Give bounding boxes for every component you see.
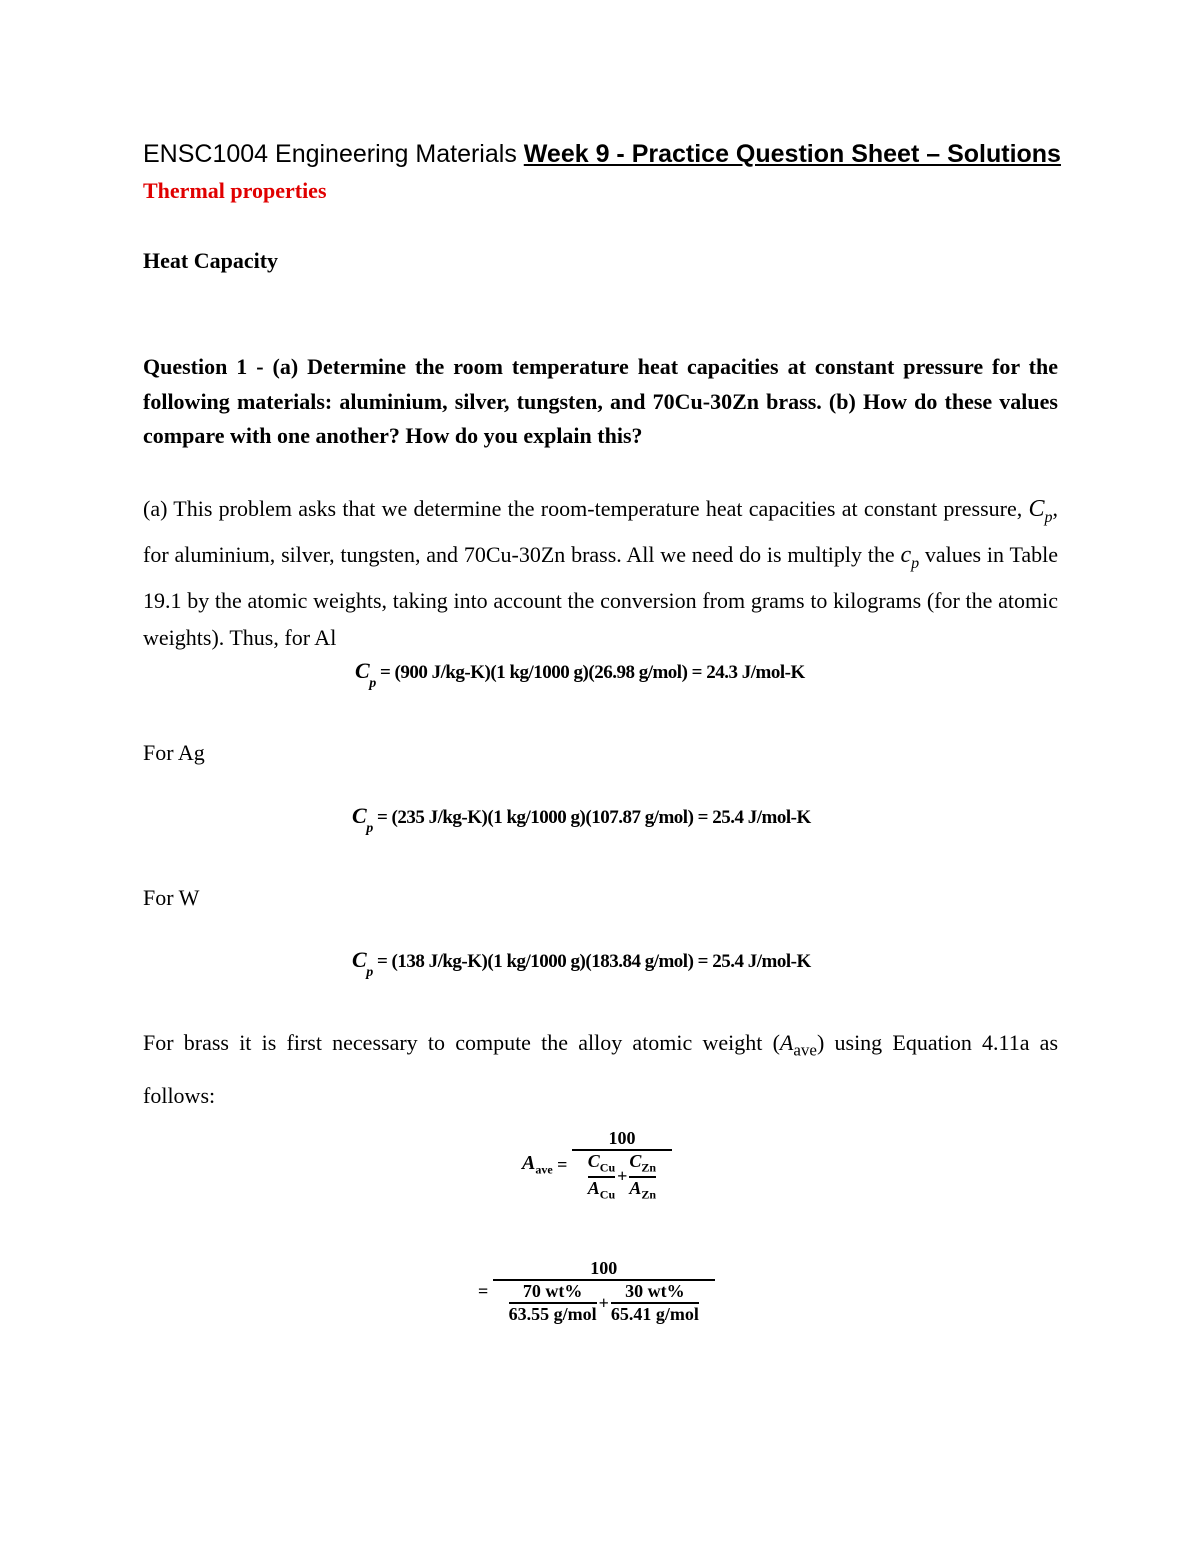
fraction-main: 100 $\frac{C_{Cu}}{A_{Cu}}$ + $\frac{C_{Zn}}{A_{Zn}}$ [572,1128,672,1202]
symbol-cp-lower: $c_p$ [900,541,920,572]
equation-w: $C_p = (138$ J/kg-K)(1 kg/1000 g)(183.84 g/mol) = 25.4 J/mol-K [352,947,811,981]
fraction-substituted: 100 $\frac{70 wt\%}{\text{63.55 g/mol}}$ + $\frac{30 wt\%}{\text{65.41 g/mol}}$ [493,1258,715,1325]
formula-average-atomic-weight: $A_{ave}$ = 100 $\frac{C_{Cu}}{A_{Cu}}$ + $\frac{C_{Zn}}{A_{Zn}}$ [522,1128,672,1202]
section-title: Heat Capacity [143,248,279,273]
symbol-cp: $C_p$ [1028,496,1053,526]
label-w: For W [143,885,200,910]
course-name: ENSC1004 Engineering Materials [143,140,524,168]
document-header [143,140,1061,169]
question-1: Question 1 - (a) Determine the room temperature heat capacities at constant pressure for the following materials: aluminium, silver, tungsten, and 70Cu-30Zn brass. (b) How do these values compare with one another? How do you explain this? [143,354,1058,448]
equation-al: $C_p = (900$ J/kg-K)(1 kg/1000 g)(26.98 g/mol) = 24.3 J/mol-K [355,658,805,692]
equation-ag: $C_p = (235$ J/kg-K)(1 kg/1000 g)(107.87 g/mol) = 25.4 J/mol-K [352,803,811,837]
formula-substituted: = 100 $\frac{70 wt\%}{\text{63.55 g/mol}}$ + $\frac{30 wt\%}{\text{65.41 g/mol}}$ [478,1258,715,1325]
sheet-title: Week 9 - Practice Question Sheet – Solutions [523,140,1061,168]
brass-paragraph: For brass it is first necessary to compute the alloy atomic weight $(A_{ave})$ using Equation 4.11a as follows: [143,1030,1059,1109]
label-ag: For Ag [143,740,205,765]
answer-part-a: (a) This problem asks that we determine the room-temperature heat capacities at constant pressure, $C_p$, for aluminium, silver, tungsten, and 70Cu-30Zn brass. All we need do is multiply the $c_p$ values in Table 19.1 by the atomic weights, taking into account the conversion from grams to kilograms (for the atomic weights). Thus, for Al [143,496,1058,650]
topic-subheading: Thermal properties [143,178,327,203]
